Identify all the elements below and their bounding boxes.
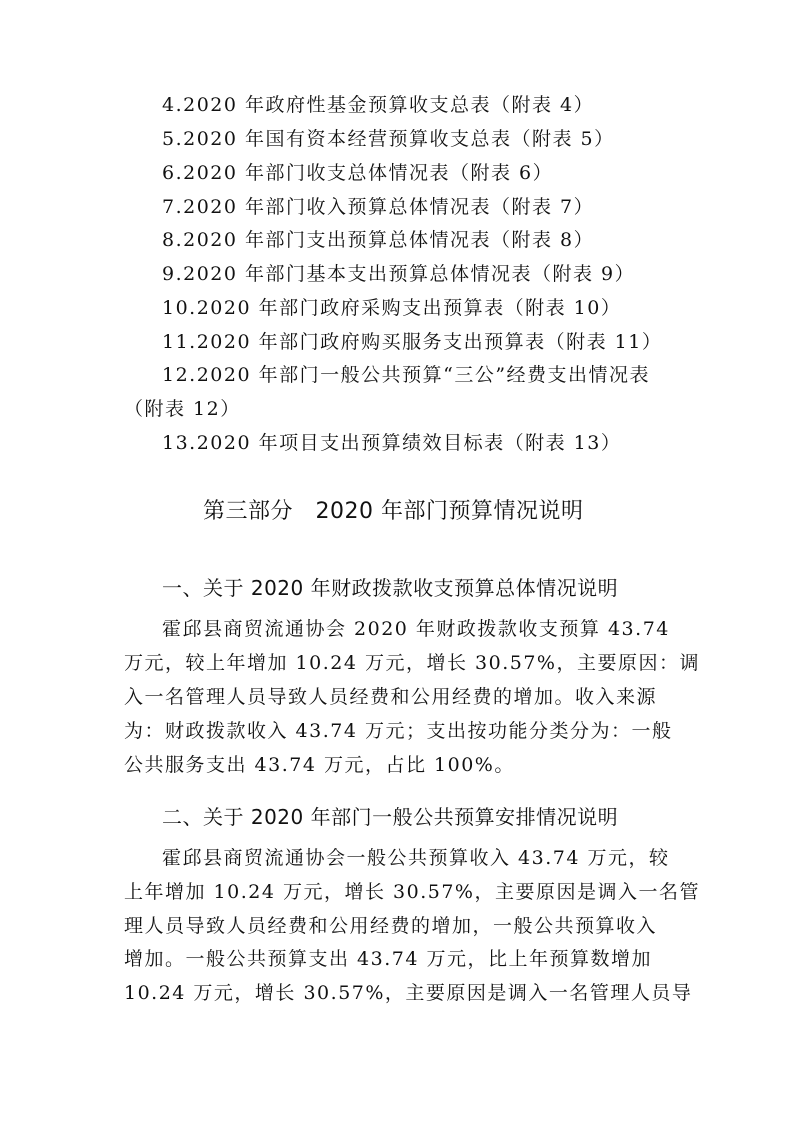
list-item: 5.2020 年国有资本经营预算收支总表（附表 5） <box>162 128 615 150</box>
paragraph-line: 为：财政拨款收入 43.74 万元；支出按功能分类分为：一般 <box>124 720 673 742</box>
paragraph-line: 上年增加 10.24 万元，增长 30.57%，主要原因是调入一名管 <box>124 881 700 903</box>
part-title: 第三部分 2020 年部门预算情况说明 <box>203 499 584 524</box>
paragraph-line: 霍邱县商贸流通协会一般公共预算收入 43.74 万元，较 <box>162 847 670 869</box>
paragraph-line: 入一名管理人员导致人员经费和公用经费的增加。收入来源 <box>124 686 658 708</box>
section-heading: 二、关于 2020 年部门一般公共预算安排情况说明 <box>162 805 619 829</box>
paragraph-line: 公共服务支出 43.74 万元，占比 100%。 <box>124 754 515 776</box>
list-item: 11.2020 年部门政府购买服务支出预算表（附表 11） <box>162 331 663 353</box>
list-item: 13.2020 年项目支出预算绩效目标表（附表 13） <box>162 432 622 454</box>
paragraph-line: 理人员导致人员经费和公用经费的增加，一般公共预算收入 <box>124 915 658 937</box>
list-item: 4.2020 年政府性基金预算收支总表（附表 4） <box>162 94 595 116</box>
list-item: 9.2020 年部门基本支出预算总体情况表（附表 9） <box>162 263 636 285</box>
list-item: 12.2020 年部门一般公共预算“三公”经费支出情况表 <box>162 364 651 386</box>
paragraph-line: 万元，较上年增加 10.24 万元，增长 30.57%，主要原因：调 <box>124 652 700 674</box>
paragraph-line: 10.24 万元，增长 30.57%，主要原因是调入一名管理人员导 <box>124 982 693 1004</box>
section-heading: 一、关于 2020 年财政拨款收支预算总体情况说明 <box>162 576 619 600</box>
list-item: 7.2020 年部门收入预算总体情况表（附表 7） <box>162 196 595 218</box>
list-item: 10.2020 年部门政府采购支出预算表（附表 10） <box>162 297 622 319</box>
list-item: 8.2020 年部门支出预算总体情况表（附表 8） <box>162 229 595 251</box>
list-item: 6.2020 年部门收支总体情况表（附表 6） <box>162 162 554 184</box>
list-item-continuation: （附表 12） <box>124 398 241 420</box>
paragraph-line: 增加。一般公共预算支出 43.74 万元，比上年预算数增加 <box>124 948 652 970</box>
paragraph-line: 霍邱县商贸流通协会 2020 年财政拨款收支预算 43.74 <box>162 618 670 640</box>
